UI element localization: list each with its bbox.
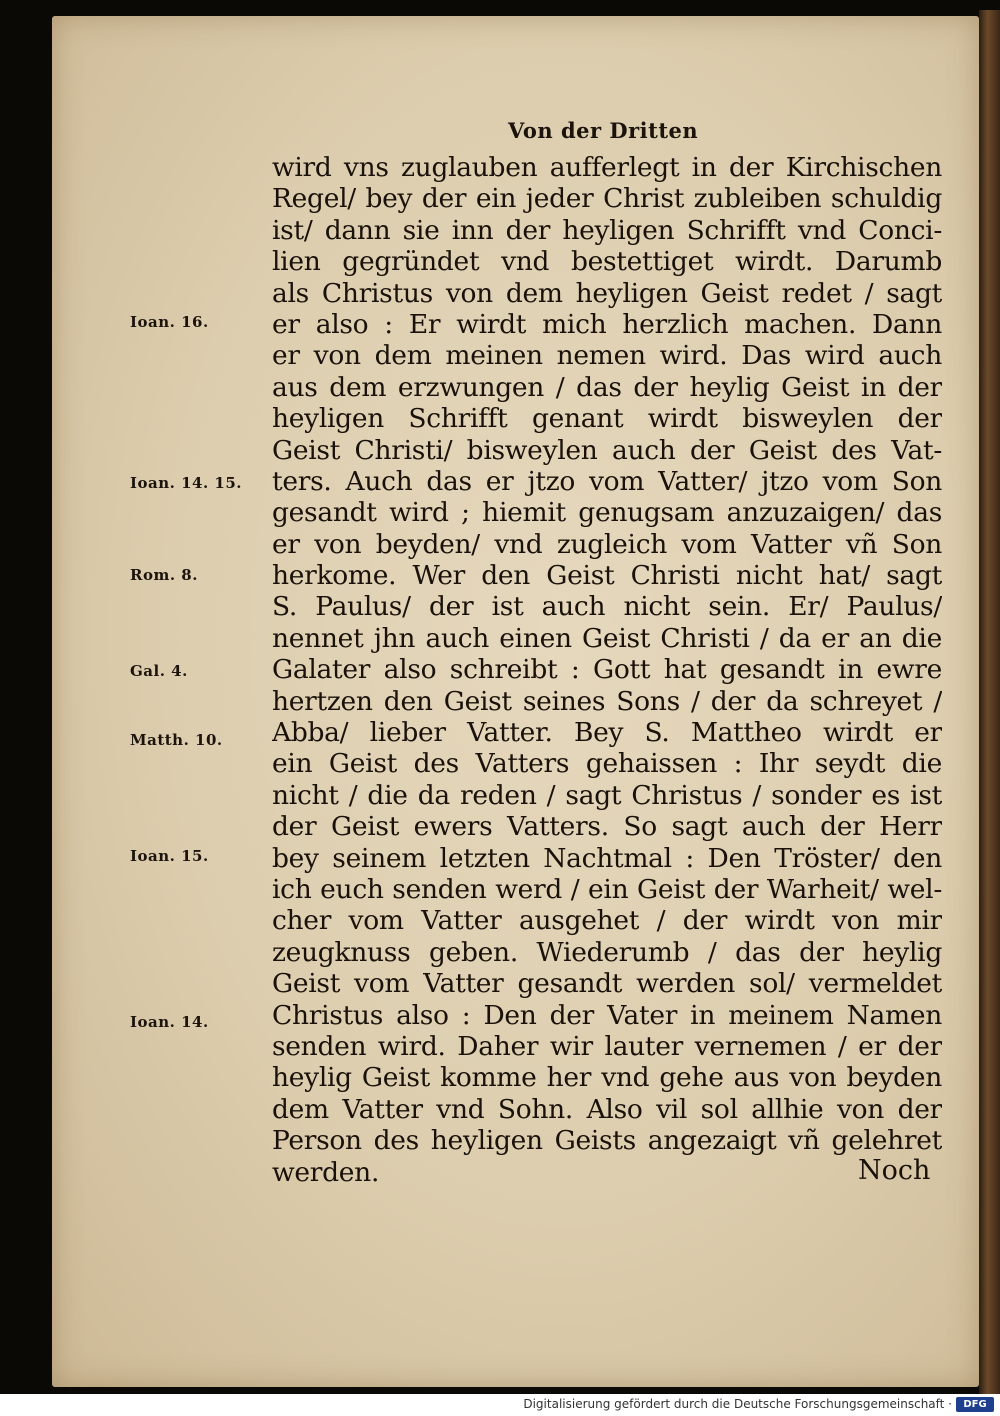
text-line: zeugknuss geben. Wiederumb / das der heylig <box>272 936 942 968</box>
text-line: Geist vom Vatter gesandt werden sol/ vermeldet <box>272 968 942 1000</box>
text-line: herkome. Wer den Geist Christi nicht hat/ sagt <box>272 560 942 592</box>
text-line: hertzen den Geist seines Sons / der da schreyet / <box>272 685 942 717</box>
text-line: dem Vatter vnd Sohn. Also vil sol allhie von der <box>272 1093 942 1125</box>
text-line: Regel/ bey der ein jeder Christ zubleiben schuldig <box>272 183 942 215</box>
marginal-note: Gal. 4. <box>130 662 188 680</box>
catchword: Noch <box>858 1155 931 1186</box>
text-line: heyligen Schrifft genant wirdt bisweylen der <box>272 403 942 435</box>
marginal-note: Ioan. 15. <box>130 847 209 865</box>
text-line: cher vom Vatter ausgehet / der wirdt von mir <box>272 905 942 937</box>
text-line: Geist Christi/ bisweylen auch der Geist des Vat- <box>272 434 942 466</box>
marginal-note: Rom. 8. <box>130 566 198 584</box>
text-line: heylig Geist komme her vnd gehe aus von beyden <box>272 1062 942 1094</box>
dfg-logo-icon: DFG <box>956 1397 994 1412</box>
funding-credit: Digitalisierung gefördert durch die Deutsche Forschungsgemeinschaft · <box>523 1397 952 1411</box>
text-line: als Christus von dem heyligen Geist redet / sagt <box>272 277 942 309</box>
marginal-note: Ioan. 14. <box>130 1013 209 1031</box>
text-line: er also : Er wirdt mich herzlich machen. Dann <box>272 308 942 340</box>
marginal-note: Matth. 10. <box>130 731 223 749</box>
text-line: der Geist ewers Vatters. So sagt auch der Herr <box>272 811 942 843</box>
text-line: Person des heyligen Geists angezaigt vñ gelehret <box>272 1125 942 1157</box>
text-line: lien gegründet vnd bestettiget wirdt. Darumb <box>272 246 942 278</box>
text-line: ters. Auch das er jtzo vom Vatter/ jtzo vom Son <box>272 465 942 497</box>
text-line: ein Geist des Vatters gehaissen : Ihr seydt die <box>272 748 942 780</box>
text-line: senden wird. Daher wir lauter vernemen / er der <box>272 1030 942 1062</box>
text-line: wird vns zuglauben aufferlegt in der Kirchischen <box>272 152 942 183</box>
text-line: Christus also : Den der Vater in meinem Namen <box>272 999 942 1031</box>
footer-bar <box>0 1394 1000 1416</box>
text-line: nicht / die da reden / sagt Christus / sonder es ist <box>272 779 942 811</box>
marginal-note: Ioan. 14. 15. <box>130 474 243 492</box>
text-line: gesandt wird ; hiemit genugsam anzuzaigen/ das <box>272 497 942 529</box>
text-line: ich euch senden werd / ein Geist der Warheit/ wel- <box>272 873 942 905</box>
text-line: S. Paulus/ der ist auch nicht sein. Er/ Paulus/ <box>272 591 942 623</box>
text-line: nennet jhn auch einen Geist Christi / da er an die <box>272 622 942 654</box>
text-line: ist/ dann sie inn der heyligen Schrifft vnd Conci- <box>272 214 942 246</box>
marginal-note: Ioan. 16. <box>130 313 209 331</box>
text-line: er von dem meinen nemen wird. Das wird auch <box>272 340 942 372</box>
text-line: werden. <box>272 1156 380 1188</box>
text-line: bey seinem letzten Nachtmal : Den Tröster/ den <box>272 842 942 874</box>
body-text <box>272 152 942 1188</box>
text-line: aus dem erzwungen / das der heylig Geist in der <box>272 371 942 403</box>
text-line: Galater also schreibt : Gott hat gesandt in ewre <box>272 654 942 686</box>
text-line: Abba/ lieber Vatter. Bey S. Mattheo wirdt er <box>272 717 942 749</box>
text-line: er von beyden/ vnd zugleich vom Vatter vñ Son <box>272 528 942 560</box>
page-edge <box>979 10 1000 1394</box>
running-head: Von der Dritten <box>508 118 699 143</box>
